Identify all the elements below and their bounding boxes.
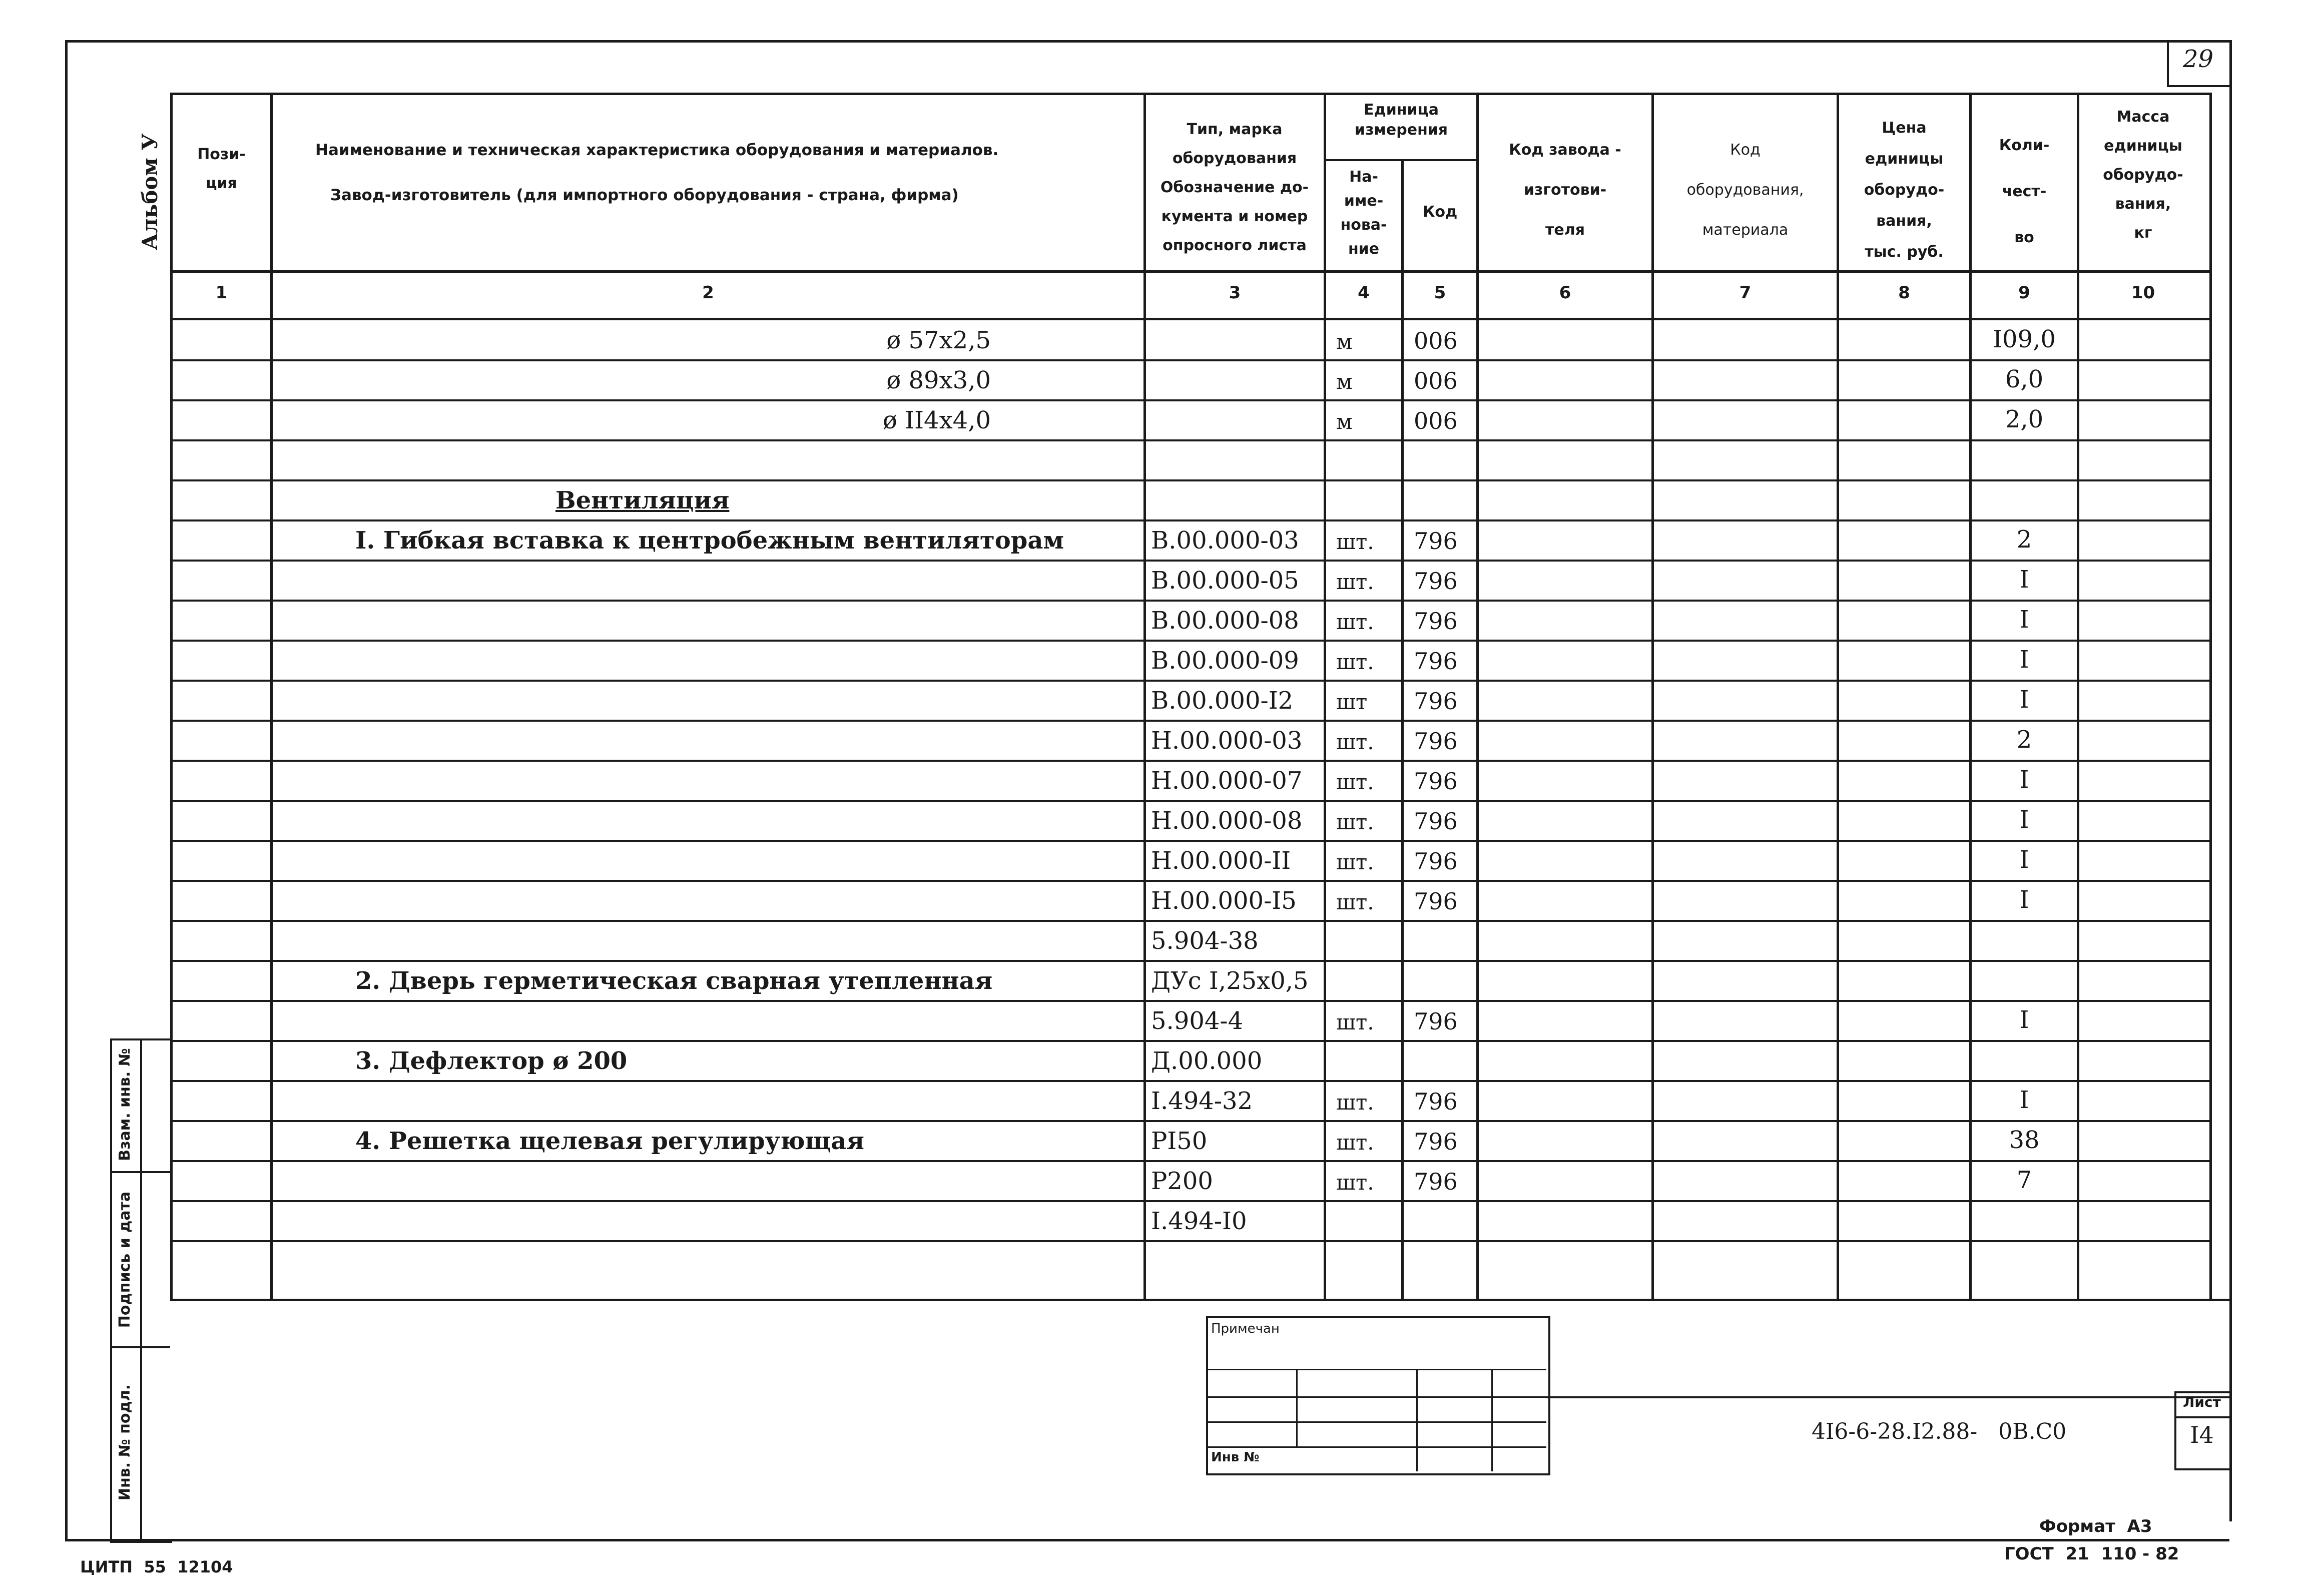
notes-v3 xyxy=(1491,1369,1493,1471)
row-line xyxy=(170,560,2209,562)
row-code: 796 xyxy=(1414,527,1458,555)
row-unit: шт. xyxy=(1336,1010,1374,1034)
header-col6: Код завода - изготови- теля xyxy=(1509,141,1621,239)
row-unit: шт. xyxy=(1336,850,1374,874)
row-line xyxy=(170,1000,2209,1002)
row-unit: шт. xyxy=(1336,610,1374,634)
header-unit-divider xyxy=(1324,159,1479,161)
row-name: 4. Решетка щелевая регулирующая xyxy=(355,1127,864,1155)
row-code: 796 xyxy=(1414,1008,1458,1035)
colnum-3: 3 xyxy=(1229,283,1241,303)
row-line xyxy=(170,1200,2209,1202)
row-qty: I xyxy=(2019,806,2029,834)
colnum-4: 4 xyxy=(1358,283,1370,303)
row-code: 796 xyxy=(1414,608,1458,635)
colnum-1: 1 xyxy=(215,283,228,303)
row-code: 796 xyxy=(1414,888,1458,915)
row-unit: шт. xyxy=(1336,890,1374,914)
row-qty: I xyxy=(2019,1086,2029,1114)
row-type: В.00.000-09 xyxy=(1151,647,1299,675)
row-unit: шт. xyxy=(1336,770,1374,794)
row-type: PI50 xyxy=(1151,1127,1208,1155)
row-name: 3. Дефлектор ø 200 xyxy=(355,1047,628,1075)
header-col10: Масса единицы оборудо- вания, кг xyxy=(2103,108,2183,242)
row-qty: I xyxy=(2019,766,2029,794)
notes-h2 xyxy=(1206,1396,1546,1398)
row-qty: I xyxy=(2019,566,2029,594)
album-label: Альбом У xyxy=(138,133,162,250)
row-line xyxy=(170,600,2209,602)
sheet-box-split xyxy=(2174,1416,2229,1418)
row-line xyxy=(170,800,2209,802)
row-qty: I xyxy=(2019,686,2029,714)
sheet-number: I4 xyxy=(2190,1421,2214,1448)
col-line-7 xyxy=(1837,93,1839,1299)
header-col1: Пози- ция xyxy=(197,146,246,192)
row-line xyxy=(170,720,2209,722)
header-col8: Цена единицы оборудо- вания, тыс. руб. xyxy=(1864,119,1945,261)
row-line xyxy=(170,760,2209,762)
row-code: 006 xyxy=(1414,327,1458,354)
row-line xyxy=(170,359,2209,361)
row-line xyxy=(170,479,2209,481)
col-line-2 xyxy=(1143,93,1146,1299)
row-qty: I xyxy=(2019,1006,2029,1034)
row-line xyxy=(170,880,2209,882)
row-line xyxy=(170,840,2209,842)
col-line-5 xyxy=(1476,93,1479,1299)
row-type: 5.904-38 xyxy=(1151,927,1259,955)
row-line xyxy=(170,920,2209,922)
header-bottom-line xyxy=(170,270,2209,273)
row-type: В.00.000-08 xyxy=(1151,607,1299,635)
header-col4: На- име- нова- ние xyxy=(1340,168,1387,258)
header-col5: Код xyxy=(1422,203,1458,221)
row-unit: шт. xyxy=(1336,730,1374,754)
row-name: 2. Дверь герметическая сварная утепленная xyxy=(355,967,993,995)
row-line xyxy=(170,399,2209,401)
colnum-2: 2 xyxy=(702,283,714,303)
row-code: 796 xyxy=(1414,688,1458,715)
row-unit: шт. xyxy=(1336,1170,1374,1195)
row-line xyxy=(170,519,2209,521)
header-col2-line2: Завод-изготовитель (для импортного оборудования - страна, фирма) xyxy=(330,186,959,204)
left-stamp-split xyxy=(140,1038,142,1539)
row-type: P200 xyxy=(1151,1167,1213,1195)
row-name: ø 57x2,5 xyxy=(886,326,991,354)
outer-frame-bottom xyxy=(68,1539,2229,1541)
row-type: I.494-32 xyxy=(1151,1087,1253,1115)
title-block-top xyxy=(1546,1396,2229,1398)
row-line xyxy=(170,1160,2209,1162)
header-col2-line1: Наименование и техническая характеристика оборудования и материалов. xyxy=(315,141,999,159)
row-unit: м xyxy=(1336,329,1353,354)
header-col3: Тип, марка оборудования Обозначение до- кумента и номер опросного листа xyxy=(1160,121,1309,254)
row-name: I. Гибкая вставка к центробежным вентиляторам xyxy=(355,526,1064,555)
row-line xyxy=(170,1080,2209,1082)
row-type: ДУс I,25x0,5 xyxy=(1151,967,1309,995)
row-line xyxy=(170,1040,2209,1042)
row-unit: шт. xyxy=(1336,1090,1374,1115)
row-line xyxy=(170,680,2209,682)
notes-h4 xyxy=(1206,1446,1546,1448)
row-qty: 2,0 xyxy=(2005,405,2044,433)
format-label: Формат А3 xyxy=(2039,1516,2152,1536)
row-type: В.00.000-05 xyxy=(1151,567,1299,595)
row-unit: шт. xyxy=(1336,810,1374,834)
notes-title: Примечан xyxy=(1211,1321,1280,1336)
corner-number: 29 xyxy=(2182,45,2214,73)
row-type: I.494-I0 xyxy=(1151,1207,1247,1235)
notes-h3 xyxy=(1206,1421,1546,1423)
row-qty: I xyxy=(2019,886,2029,914)
col-line-1 xyxy=(270,93,273,1299)
row-qty: 38 xyxy=(2009,1126,2040,1154)
row-type: Н.00.000-I5 xyxy=(1151,887,1297,915)
row-qty: I xyxy=(2019,646,2029,674)
row-unit: м xyxy=(1336,409,1353,434)
row-code: 796 xyxy=(1414,1088,1458,1115)
row-code: 006 xyxy=(1414,407,1458,434)
header-col45-top: Единица измерения xyxy=(1354,101,1448,139)
row-name: ø 89x3,0 xyxy=(886,366,991,394)
row-qty: 6,0 xyxy=(2005,365,2044,393)
row-code: 796 xyxy=(1414,848,1458,875)
col-line-4 xyxy=(1401,160,1404,1299)
header-col9: Коли- чест- во xyxy=(1999,137,2050,246)
row-code: 796 xyxy=(1414,728,1458,755)
notes-h1 xyxy=(1206,1369,1546,1370)
row-type: Н.00.000-07 xyxy=(1151,767,1303,795)
row-type: Н.00.000-II xyxy=(1151,847,1291,875)
row-unit: шт xyxy=(1336,690,1368,714)
doc-code: 4I6-6-28.I2.88- 0В.С0 xyxy=(1812,1419,2067,1444)
row-qty: 7 xyxy=(2016,1166,2032,1194)
row-type: Н.00.000-03 xyxy=(1151,727,1303,755)
notes-v2 xyxy=(1416,1369,1418,1471)
stamp-original-inv: Инв. № подл. xyxy=(116,1384,134,1501)
org-code: ЦИТП 55 12104 xyxy=(80,1557,233,1576)
left-stamp-h2 xyxy=(110,1346,170,1348)
row-type: В.00.000-03 xyxy=(1151,526,1299,555)
row-code: 796 xyxy=(1414,648,1458,675)
body-bottom-line xyxy=(170,1299,2232,1301)
row-line xyxy=(170,960,2209,962)
stamp-signature-date: Подпись и дата xyxy=(116,1191,134,1328)
header-col7: Код оборудования, материала xyxy=(1686,141,1804,239)
notes-inv-label: Инв № xyxy=(1211,1450,1260,1465)
row-unit: шт. xyxy=(1336,529,1374,554)
outer-frame-left xyxy=(65,40,68,1541)
colnum-7: 7 xyxy=(1739,283,1752,303)
col-line-3 xyxy=(1324,93,1326,1299)
row-type: В.00.000-I2 xyxy=(1151,687,1294,715)
row-qty: 2 xyxy=(2016,525,2032,554)
sheet-label: Лист xyxy=(2183,1394,2221,1410)
row-qty: I09,0 xyxy=(1993,325,2056,353)
row-code: 796 xyxy=(1414,808,1458,835)
row-line xyxy=(170,439,2209,441)
outer-frame-top xyxy=(65,40,2232,43)
row-line xyxy=(170,640,2209,642)
row-line xyxy=(170,1120,2209,1122)
notes-v1 xyxy=(1296,1369,1298,1446)
col-line-6 xyxy=(1651,93,1654,1299)
colnum-8: 8 xyxy=(1898,283,1910,303)
row-code: 006 xyxy=(1414,367,1458,394)
row-unit: шт. xyxy=(1336,570,1374,594)
row-unit: шт. xyxy=(1336,1130,1374,1155)
col-line-9 xyxy=(2077,93,2079,1299)
row-qty: I xyxy=(2019,606,2029,634)
row-code: 796 xyxy=(1414,568,1458,595)
row-line xyxy=(170,1240,2209,1242)
colnum-bottom-line xyxy=(170,318,2209,320)
row-unit: шт. xyxy=(1336,650,1374,674)
row-name: ø II4x4,0 xyxy=(882,406,991,434)
row-type: Н.00.000-08 xyxy=(1151,807,1303,835)
row-code: 796 xyxy=(1414,1128,1458,1155)
left-stamp-h1 xyxy=(110,1171,170,1173)
colnum-10: 10 xyxy=(2131,283,2155,303)
gost-label: ГОСТ 21 110 - 82 xyxy=(2004,1544,2179,1564)
colnum-9: 9 xyxy=(2018,283,2030,303)
stamp-replacement-inv: Взам. инв. № xyxy=(116,1048,134,1161)
colnum-6: 6 xyxy=(1559,283,1571,303)
colnum-5: 5 xyxy=(1434,283,1446,303)
row-code: 796 xyxy=(1414,1168,1458,1195)
row-code: 796 xyxy=(1414,768,1458,795)
row-name: Вентиляция xyxy=(555,486,730,514)
row-qty: 2 xyxy=(2016,726,2032,754)
row-type: Д.00.000 xyxy=(1151,1047,1263,1075)
row-type: 5.904-4 xyxy=(1151,1007,1244,1035)
row-unit: м xyxy=(1336,369,1353,394)
row-qty: I xyxy=(2019,846,2029,874)
